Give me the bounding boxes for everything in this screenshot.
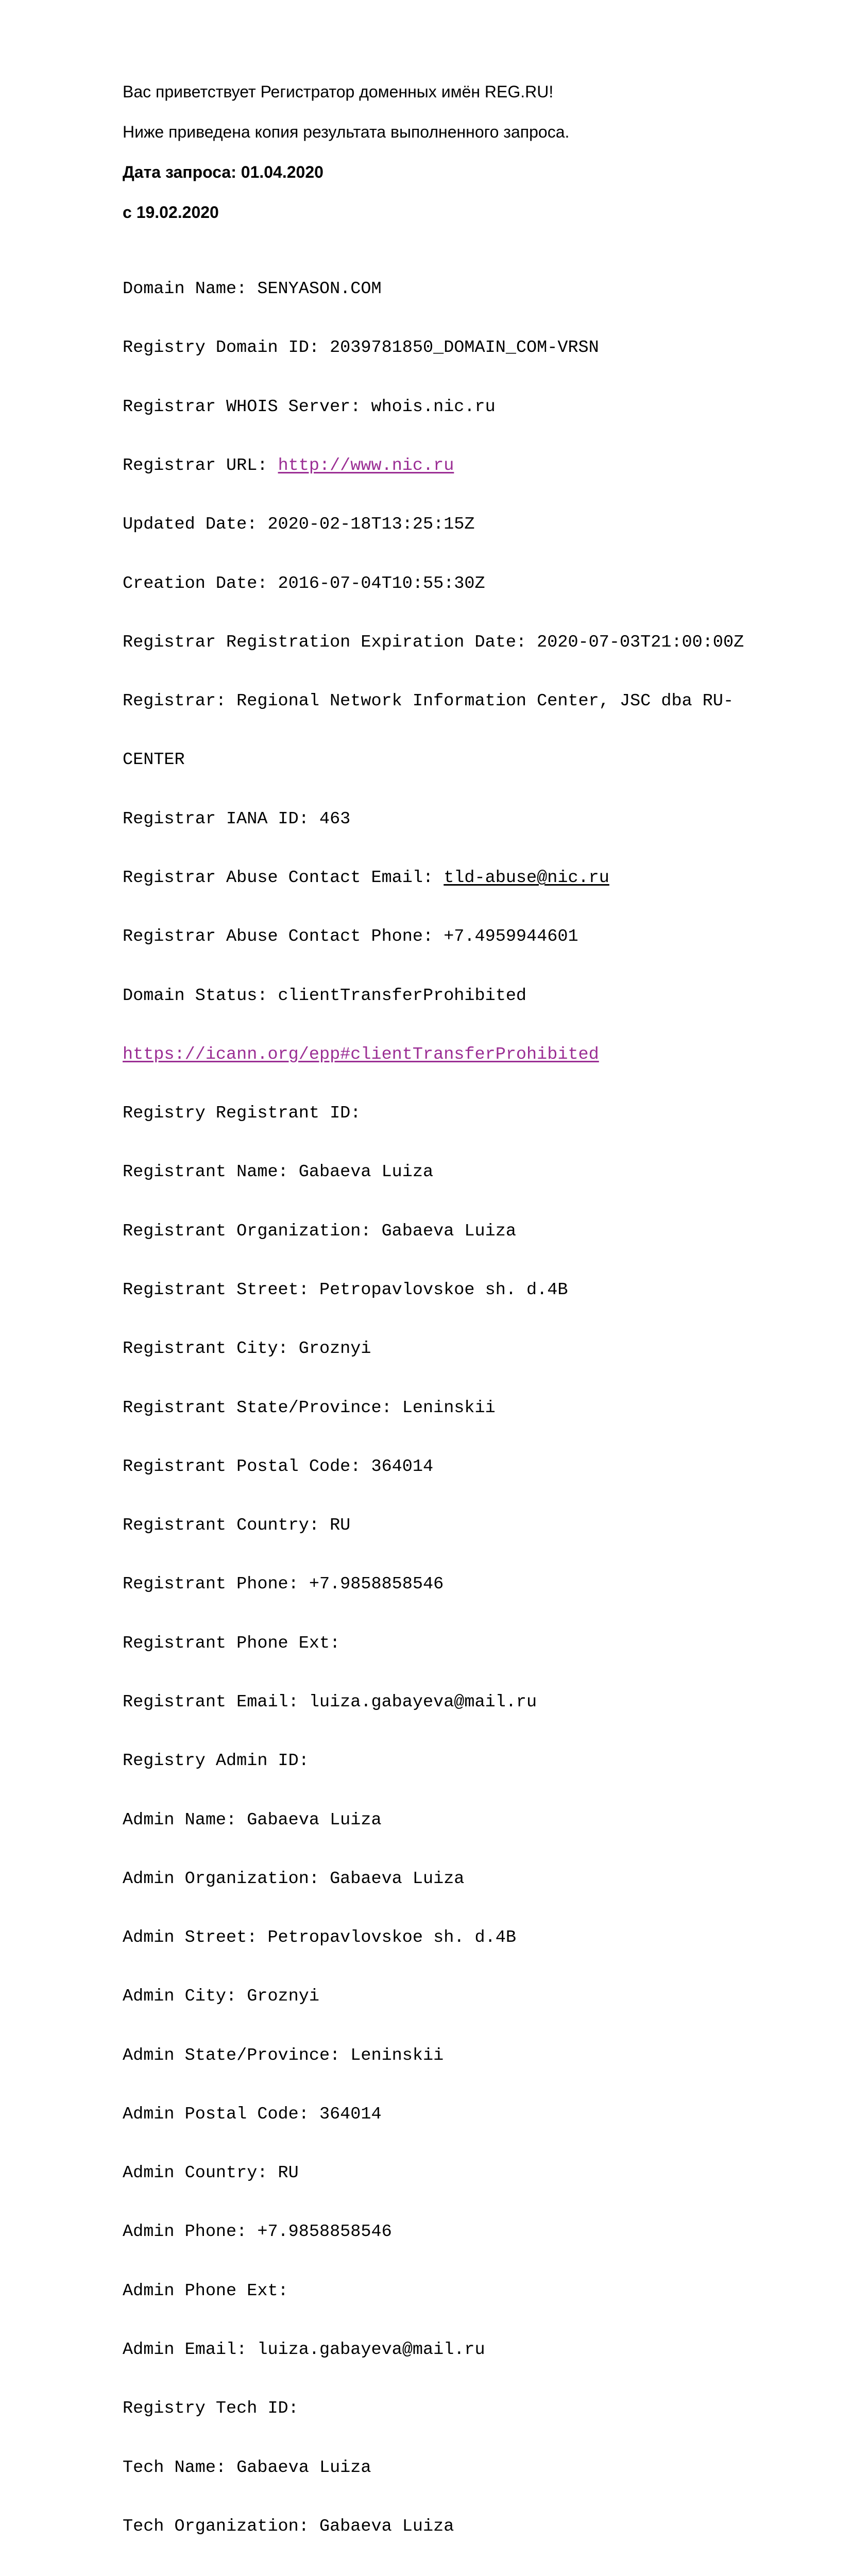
whois-abuse-email-label: Registrar Abuse Contact Email: bbox=[123, 868, 444, 888]
whois-admin-city: Admin City: Groznyi bbox=[123, 1987, 319, 2007]
whois-registrant-id: Registry Registrant ID: bbox=[123, 1104, 361, 1124]
whois-registrant-city: Registrant City: Groznyi bbox=[123, 1339, 371, 1359]
note-text: Ниже приведена копия результата выполненного запроса. bbox=[123, 123, 570, 141]
whois-registrar-iana-id: Registrar IANA ID: 463 bbox=[123, 809, 351, 829]
whois-admin-phone: Admin Phone: +7.9858858546 bbox=[123, 2222, 392, 2242]
whois-admin-id: Registry Admin ID: bbox=[123, 1751, 309, 1771]
abuse-email-link[interactable]: tld-abuse@nic.ru bbox=[444, 868, 609, 888]
whois-abuse-phone: Registrar Abuse Contact Phone: +7.4959944601 bbox=[123, 927, 578, 947]
whois-registrant-postal-code: Registrant Postal Code: 364014 bbox=[123, 1456, 434, 1477]
whois-status-link-line bbox=[123, 1045, 813, 1064]
whois-registrant-country: Registrant Country: RU bbox=[123, 1516, 351, 1536]
whois-registrant-street: Registrant Street: Petropavlovskoe sh. d.4B bbox=[123, 1280, 568, 1300]
whois-domain-status: Domain Status: clientTransferProhibited bbox=[123, 986, 527, 1006]
whois-record bbox=[123, 240, 813, 2576]
whois-registry-domain-id: Registry Domain ID: 2039781850_DOMAIN_COM-VRSN bbox=[123, 338, 599, 358]
whois-registrant-phone: Registrant Phone: +7.9858858546 bbox=[123, 1574, 444, 1595]
whois-registrar-url-label: Registrar URL: bbox=[123, 456, 278, 476]
whois-admin-street: Admin Street: Petropavlovskoe sh. d.4B bbox=[123, 1928, 516, 1948]
greeting-text: Вас приветствует Регистратор доменных имён REG.RU! bbox=[123, 82, 554, 101]
whois-admin-email: Admin Email: luiza.gabayeva@mail.ru bbox=[123, 2340, 485, 2360]
whois-creation-date: Creation Date: 2016-07-04T10:55:30Z bbox=[123, 573, 485, 594]
whois-registrant-state: Registrant State/Province: Leninskii bbox=[123, 1398, 496, 1418]
request-date-heading: Дата запроса: 01.04.2020 bbox=[123, 163, 323, 181]
whois-updated-date: Updated Date: 2020-02-18T13:25:15Z bbox=[123, 515, 475, 535]
whois-admin-name: Admin Name: Gabaeva Luiza bbox=[123, 1810, 382, 1830]
whois-registrant-organization: Registrant Organization: Gabaeva Luiza bbox=[123, 1221, 516, 1241]
whois-registrar-url bbox=[123, 456, 813, 476]
whois-registrant-phone-ext: Registrant Phone Ext: bbox=[123, 1633, 340, 1653]
whois-tech-organization: Tech Organization: Gabaeva Luiza bbox=[123, 2516, 454, 2536]
whois-domain-name: Domain Name: SENYASON.COM bbox=[123, 279, 382, 299]
whois-registrant-name: Registrant Name: Gabaeva Luiza bbox=[123, 1162, 434, 1182]
whois-registrar-continued: CENTER bbox=[123, 750, 185, 770]
registrar-url-link[interactable]: http://www.nic.ru bbox=[278, 456, 454, 476]
whois-tech-id: Registry Tech ID: bbox=[123, 2399, 299, 2419]
whois-admin-phone-ext: Admin Phone Ext: bbox=[123, 2281, 288, 2301]
since-date-heading: с 19.02.2020 bbox=[123, 203, 219, 222]
whois-admin-organization: Admin Organization: Gabaeva Luiza bbox=[123, 1869, 465, 1889]
whois-tech-name: Tech Name: Gabaeva Luiza bbox=[123, 2458, 371, 2478]
whois-admin-postal-code: Admin Postal Code: 364014 bbox=[123, 2104, 382, 2124]
whois-registrar-whois-server: Registrar WHOIS Server: whois.nic.ru bbox=[123, 397, 496, 417]
domain-status-link[interactable]: https://icann.org/epp#clientTransferProhibited bbox=[123, 1044, 599, 1064]
document-page bbox=[123, 77, 813, 2576]
whois-registrar: Registrar: Regional Network Information Center, JSC dba RU- bbox=[123, 691, 734, 711]
whois-admin-state: Admin State/Province: Leninskii bbox=[123, 2045, 444, 2065]
whois-abuse-email bbox=[123, 868, 813, 888]
whois-admin-country: Admin Country: RU bbox=[123, 2163, 299, 2183]
whois-registrant-email: Registrant Email: luiza.gabayeva@mail.ru bbox=[123, 1692, 537, 1712]
whois-expiration-date: Registrar Registration Expiration Date: 2020-07-03T21:00:00Z bbox=[123, 632, 744, 652]
